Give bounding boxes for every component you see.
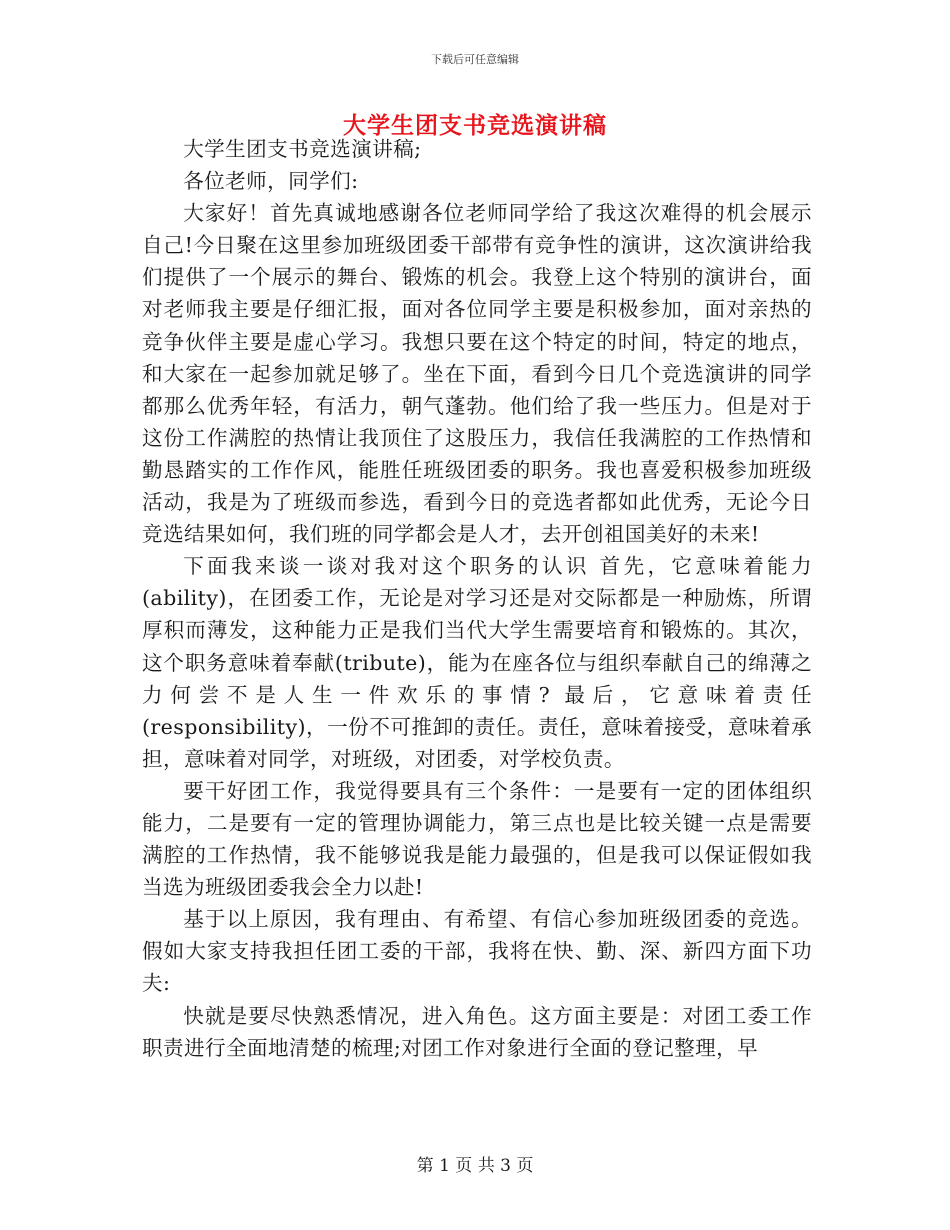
paragraph-reasons: 基于以上原因，我有理由、有希望、有信心参加班级团委的竞选。假如大家支持我担任团工委的干部，我将在快、勤、深、新四方面下功夫:	[142, 907, 812, 996]
paragraph-role-understanding: 下面我来谈一谈对我对这个职务的认识 首先，它意味着能力(ability)，在团委工作，无论是对学习还是对交际都是一种励炼，所谓厚积而薄发，这种能力正是我们当代大学生需要培育和锻炼的。其次，这个职务意味着奉献(tribute)，能为在座各位与组织奉献自己的绵薄之力何尝不是人生一件欢乐的事情? 最后，它意味着责任(responsibility)，一份不可推卸的责任。责任，意味着接受，意味着承担，意味着对同学，对班级，对团委，对学校负责。	[142, 554, 812, 771]
paragraph-fast: 快就是要尽快熟悉情况，进入角色。这方面主要是：对团工委工作职责进行全面地清楚的梳理;对团工作对象进行全面的登记整理，早	[142, 1003, 812, 1060]
paragraph-opening: 大家好！首先真诚地感谢各位老师同学给了我这次难得的机会展示自己!今日聚在这里参加班级团委干部带有竞争性的演讲，这次演讲给我们提供了一个展示的舞台、锻炼的机会。我登上这个特别的演讲台，面对老师我主要是仔细汇报，面对各位同学主要是积极参加，面对亲热的竞争伙伴主要是虚心学习。我想只要在这个特定的时间，特定的地点，和大家在一起参加就足够了。坐在下面，看到今日几个竞选演讲的同学都那么优秀年轻，有活力，朝气蓬勃。他们给了我一些压力。但是对于这份工作满腔的热情让我顶住了这股压力，我信任我满腔的工作热情和勤恳踏实的工作作风，能胜任班级团委的职务。我也喜爱积极参加班级活动，我是为了班级而参选，看到今日的竞选者都如此优秀，无论今日竞选结果如何，我们班的同学都会是人才，去开创祖国美好的未来!	[142, 201, 812, 547]
document-body	[142, 133, 812, 1064]
document-title: 大学生团支书竞选演讲稿	[343, 113, 607, 139]
paragraph-three-conditions: 要干好团工作，我觉得要具有三个条件：一是要有一定的团体组织能力，二是要有一定的管理协调能力，第三点也是比较关键一点是需要满腔的工作热情，我不能够说我是能力最强的，但是我可以保证假如我当选为班级团委我会全力以赴!	[142, 778, 812, 900]
paragraph-salutation: 各位老师，同学们:	[183, 169, 359, 194]
paragraph-heading-line: 大学生团支书竞选演讲稿;	[183, 137, 422, 161]
header-note: 下载后可任意编辑	[431, 53, 519, 66]
page-number: 第 1 页 共 3 页	[416, 1156, 534, 1176]
